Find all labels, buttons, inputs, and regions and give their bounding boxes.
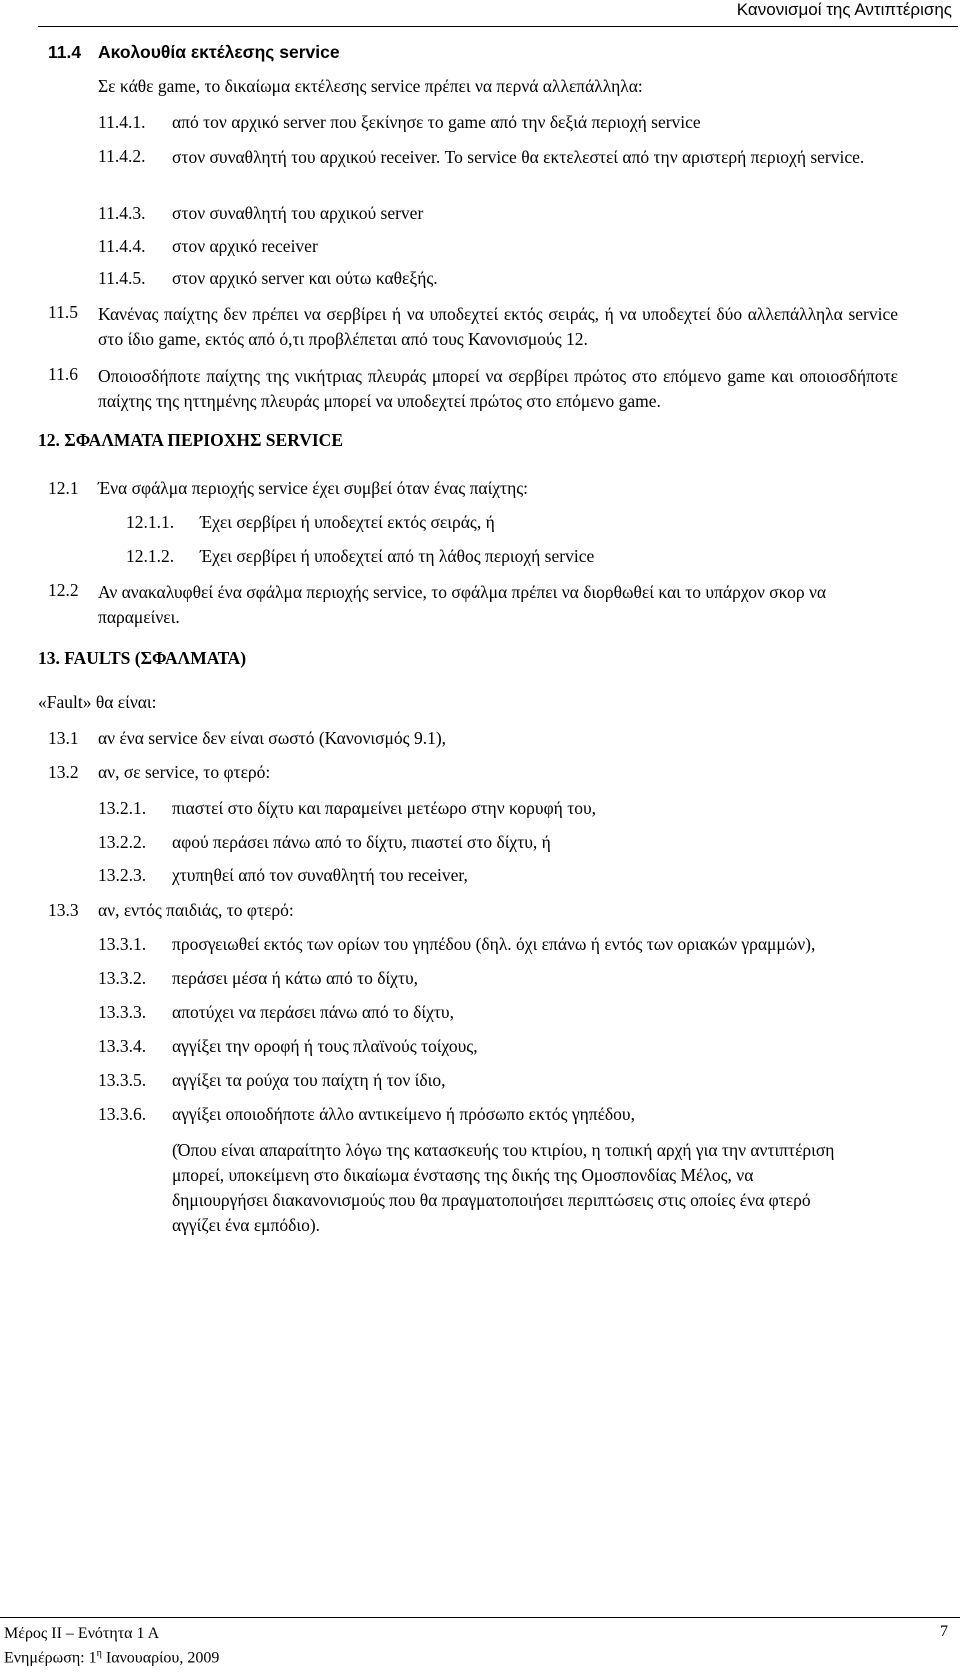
section-12-1-text: Ένα σφάλμα περιοχής service έχει συμβεί όταν ένας παίχτης: [98, 478, 529, 498]
section-12-1-number: 12.1 [48, 478, 79, 498]
item-number: 11.4.2. [98, 146, 146, 166]
item-text: Έχει σερβίρει ή υποδεχτεί από τη λάθος περιοχή service [200, 546, 595, 566]
footer-update-prefix: Ενημέρωση: 1 [4, 1649, 97, 1667]
item-text: αγγίξει την οροφή ή τους πλαϊνούς τοίχους, [172, 1036, 478, 1056]
item-number: 13.2.1. [98, 798, 147, 818]
section-11-4-intro: Σε κάθε game, το δικαίωμα εκτέλεσης service πρέπει να περνά αλλεπάλληλα: [98, 76, 643, 96]
item-number: 13.2.3. [98, 865, 147, 885]
item-number: 12.1.1. [126, 512, 175, 532]
item-text: Έχει σερβίρει ή υποδεχτεί εκτός σειράς, ή [200, 512, 495, 532]
item-number: 13.2.2. [98, 832, 147, 852]
item-number: 13.3.1. [98, 934, 147, 954]
section-13-2-number: 13.2 [48, 762, 79, 782]
section-13-3-number: 13.3 [48, 900, 79, 920]
footer-update-sup: η [96, 1648, 102, 1659]
item-text: στον συναθλητή του αρχικού server [172, 203, 424, 223]
section-11-6-number: 11.6 [48, 364, 78, 384]
item-text: στον αρχικό receiver [172, 236, 318, 256]
footer-update-suffix: Ιανουαρίου, 2009 [101, 1649, 220, 1667]
section-13-1-text: αν ένα service δεν είναι σωστό (Κανονισμός 9.1), [98, 728, 447, 748]
section-11-4-number: 11.4 [48, 42, 82, 62]
item-text: πιαστεί στο δίχτυ και παραμείνει μετέωρο στην κορυφή του, [172, 798, 597, 818]
item-text: στον συναθλητή του αρχικού receiver. Το service θα εκτελεστεί από την αριστερή περιοχή service. [172, 147, 865, 167]
running-header: Κανονισμοί της Αντιπτέρισης [736, 0, 952, 19]
item-number: 11.4.3. [98, 203, 146, 223]
item-text: περάσει μέσα ή κάτω από το δίχτυ, [172, 968, 419, 988]
section-13-1-number: 13.1 [48, 728, 79, 748]
item-number: 13.3.4. [98, 1036, 147, 1056]
item-number: 12.1.2. [126, 546, 175, 566]
footer-section: Μέρος ΙΙ – Ενότητα 1 Α [4, 1625, 160, 1642]
footer-rule [0, 1617, 960, 1618]
item-text: αφού περάσει πάνω από το δίχτυ, πιαστεί στο δίχτυ, ή [172, 832, 551, 852]
item-number: 11.4.1. [98, 112, 146, 132]
page-number: 7 [940, 1623, 948, 1640]
item-text: χτυπηθεί από τον συναθλητή του receiver, [172, 865, 468, 885]
item-text: αγγίξει οποιοδήποτε άλλο αντικείμενο ή πρόσωπο εκτός γηπέδου, [172, 1104, 635, 1124]
item-number: 13.3.2. [98, 968, 147, 988]
item-number: 13.3.5. [98, 1070, 147, 1090]
section-13-intro: «Fault» θα είναι: [38, 692, 157, 712]
item-number: 11.4.5. [98, 268, 146, 288]
item-text: αποτύχει να περάσει πάνω από το δίχτυ, [172, 1002, 454, 1022]
section-11-6-text: Οποιοσδήποτε παίχτης της νικήτριας πλευράς μπορεί να σερβίρει πρώτος στο επόμενο game και οποιοσδήποτε παίχτης της ηττημένης πλευράς μπορεί να υποδεχτεί πρώτος στο επόμενο game. [98, 366, 898, 411]
item-text: αγγίξει τα ρούχα του παίχτη ή τον ίδιο, [172, 1070, 446, 1090]
item-text: από τον αρχικό server που ξεκίνησε το game από την δεξιά περιοχή service [172, 112, 701, 132]
section-13-3-text: αν, εντός παιδιάς, το φτερό: [98, 900, 294, 920]
item-number: 11.4.4. [98, 236, 146, 256]
item-number: 13.3.6. [98, 1104, 147, 1124]
section-13-heading: 13. FAULTS (ΣΦΑΛΜΑΤΑ) [38, 648, 247, 668]
section-12-2-number: 12.2 [48, 580, 79, 600]
section-12-heading: 12. ΣΦΑΛΜΑΤΑ ΠΕΡΙΟΧΗΣ SERVICE [38, 430, 343, 450]
item-text: προσγειωθεί εκτός των ορίων του γηπέδου (δηλ. όχι επάνω ή εντός των οριακών γραμμών), [172, 934, 816, 954]
section-11-4-heading: Ακολουθία εκτέλεσης service [98, 42, 340, 62]
section-13-2-text: αν, σε service, το φτερό: [98, 762, 271, 782]
section-11-5-text: Κανένας παίχτης δεν πρέπει να σερβίρει ή να υποδεχτεί εκτός σειράς, ή να υποδεχτεί δύο αλλεπάλληλα service στο ίδιο game, εκτός από ό,τι προβλέπεται από τους Κανονισμούς 12. [98, 304, 898, 349]
section-13-note: (Όπου είναι απαραίτητο λόγω της κατασκευής του κτιρίου, η τοπική αρχή για την αντιπτέριση μπορεί, υποκείμενη στο δικαίωμα ένστασης της δικής της Ομοσπονδίας Μέλος, να δημιουργήσει διακανονισμούς που θα πραγματοποιήσει περιπτώσεις στις οποίες ένα φτερό αγγίζει ένα εμπόδιο). [172, 1140, 835, 1235]
item-number: 13.3.3. [98, 1002, 147, 1022]
item-text: στον αρχικό server και ούτω καθεξής. [172, 268, 438, 288]
section-12-2-text: Αν ανακαλυφθεί ένα σφάλμα περιοχής service, το σφάλμα πρέπει να διορθωθεί και το υπάρχον σκορ να παραμείνει. [98, 582, 827, 627]
section-11-5-number: 11.5 [48, 302, 78, 322]
footer-update [4, 1648, 219, 1667]
header-rule [38, 26, 958, 27]
